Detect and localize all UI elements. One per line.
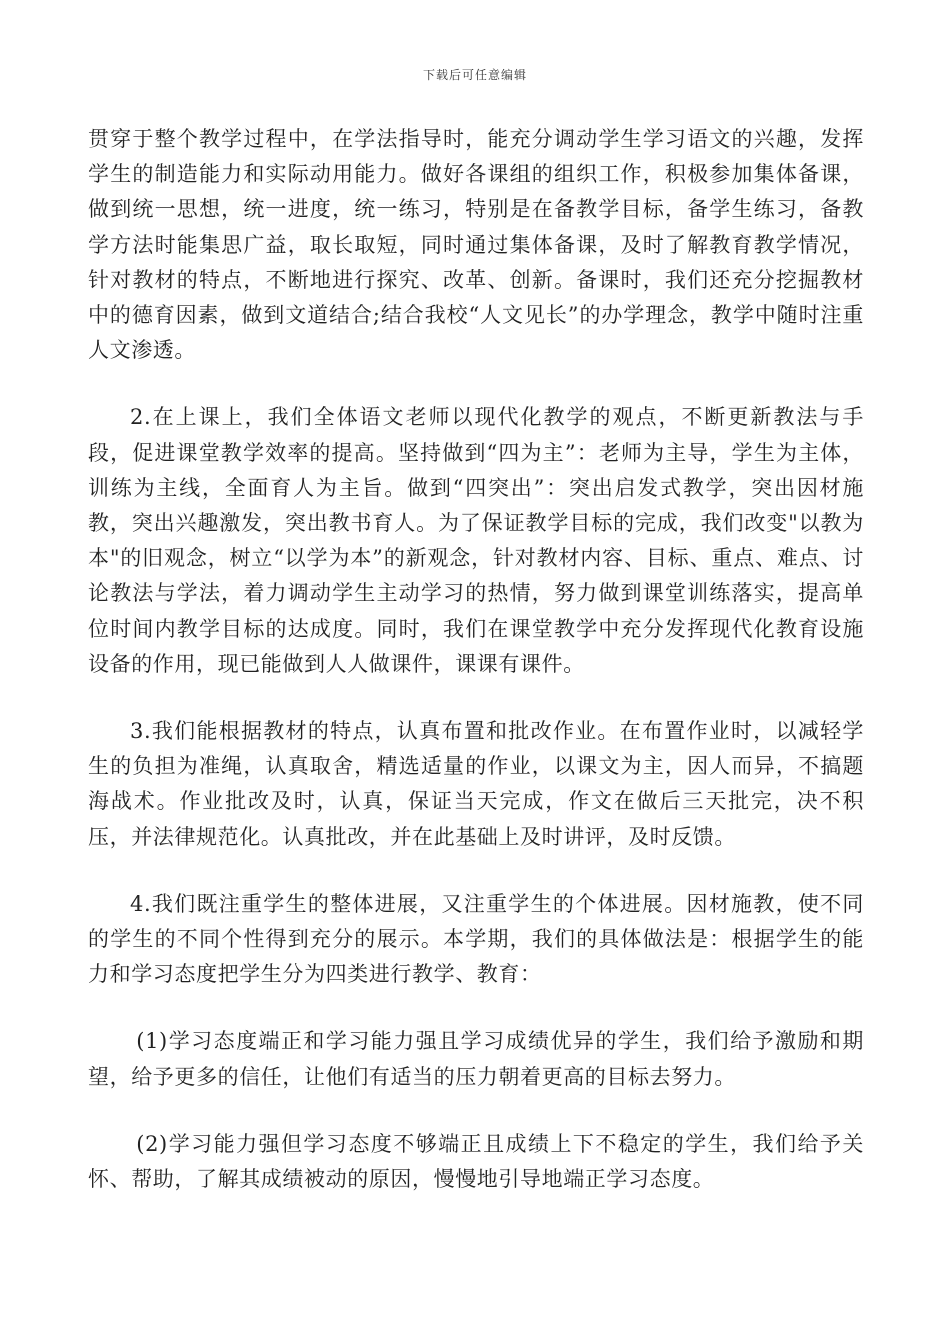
paragraph-item-4: 4.我们既注重学生的整体进展，又注重学生的个体进展。因材施教，使不同的学生的不同个性得到充分的展示。本学期，我们的具体做法是：根据学生的能力和学习态度把学生分为四类进行教学、教育： [88, 891, 864, 987]
paragraph-continuation: 贯穿于整个教学过程中，在学法指导时，能充分调动学生学习语文的兴趣，发挥学生的制造能力和实际动用能力。做好各课组的组织工作，积极参加集体备课，做到统一思想，统一进度，统一练习，特别是在备教学目标，备学生练习，备教学方法时能集思广益，取长取短，同时通过集体备课，及时了解教育教学情况，针对教材的特点，不断地进行探究、改革、创新。备课时，我们还充分挖掘教材中的德育因素，做到文道结合;结合我校“人文见长”的办学理念，教学中随时注重人文渗透。 [88, 127, 864, 363]
paragraph-item-3: 3.我们能根据教材的特点，认真布置和批改作业。在布置作业时，以减轻学生的负担为准绳，认真取舍，精选适量的作业，以课文为主，因人而异，不搞题海战术。作业批改及时，认真，保证当天完成，作文在做后三天批完，决不积压，并法律规范化。认真批改，并在此基础上及时讲评，及时反馈。 [88, 719, 864, 849]
paragraph-subitem-1: (1)学习态度端正和学习能力强且学习成绩优异的学生，我们给予激励和期望，给予更多的信任，让他们有适当的压力朝着更高的目标去努力。 [88, 1029, 864, 1089]
paragraph-subitem-2: (2)学习能力强但学习态度不够端正且成绩上下不稳定的学生，我们给予关怀、帮助，了解其成绩被动的原因，慢慢地引导地端正学习态度。 [88, 1131, 864, 1192]
paragraph-item-2: 2.在上课上，我们全体语文老师以现代化教学的观点，不断更新教法与手段，促进课堂教学效率的提高。坚持做到“四为主”：老师为主导，学生为主体，训练为主线，全面育人为主旨。做到“四突出”：突出启发式教学，突出因材施教，突出兴趣激发，突出教书育人。为了保证教学目标的完成，我们改变"以教为本"的旧观念，树立“以学为本”的新观念，针对教材内容、目标、重点、难点、讨论教法与学法，着力调动学生主动学习的热情，努力做到课堂训练落实，提高单位时间内教学目标的达成度。同时，我们在课堂教学中充分发挥现代化教育设施设备的作用，现已能做到人人做课件，课课有课件。 [88, 405, 864, 676]
page-header-note: 下载后可任意编辑 [422, 68, 527, 82]
document-body [88, 122, 864, 1229]
